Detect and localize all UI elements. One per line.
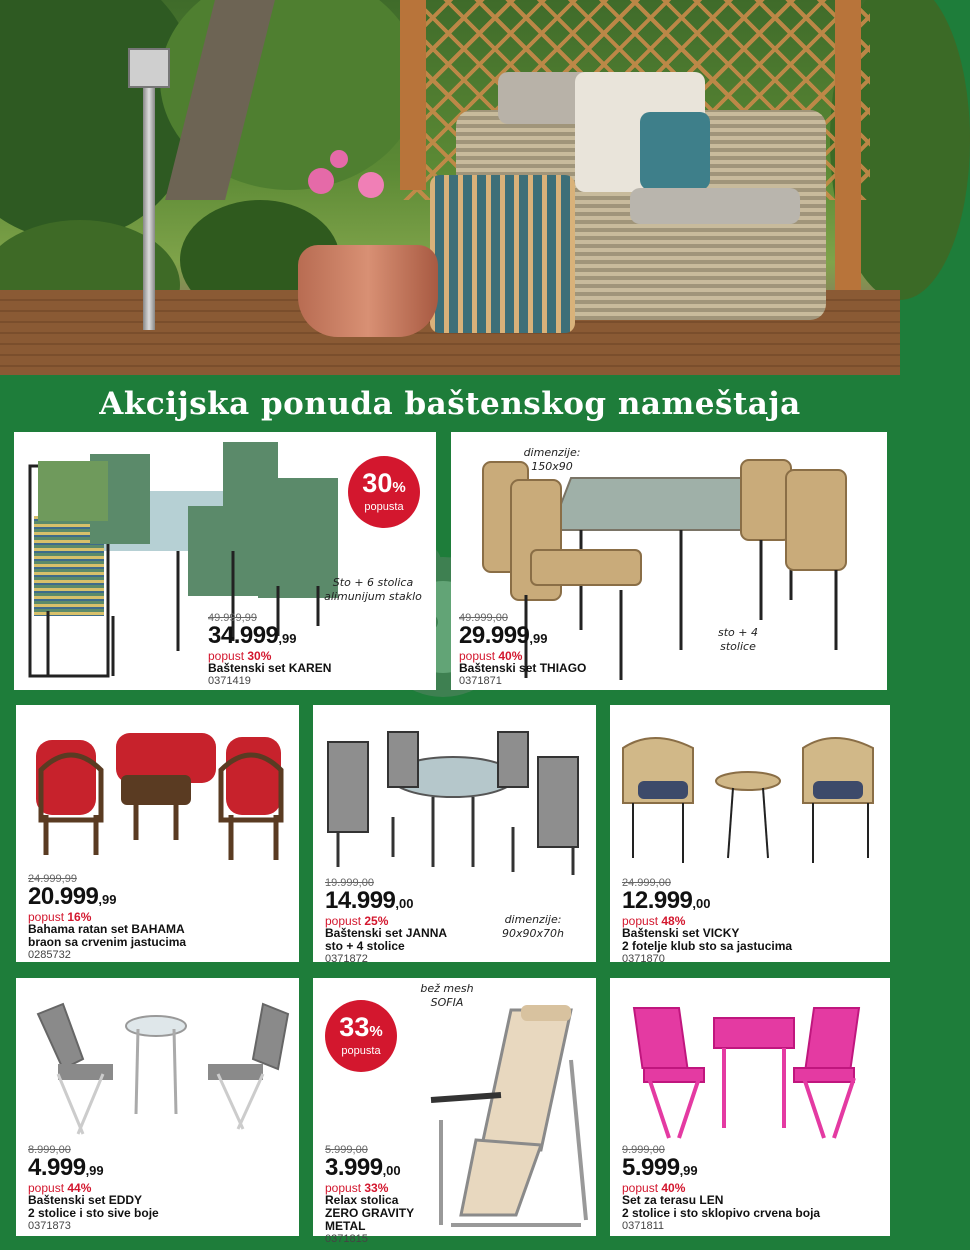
zero-gravity-lounger-image bbox=[421, 1000, 596, 1230]
product-code: 0371872 bbox=[325, 953, 368, 965]
product-card-eddy[interactable] bbox=[16, 978, 299, 1236]
hero-garden-photo bbox=[0, 0, 900, 375]
old-price: 19.999,00 bbox=[325, 877, 374, 889]
old-price: 9.999,00 bbox=[622, 1144, 665, 1156]
product-name: Baštenski set VICKY 2 fotelje klub sto sa jastucima bbox=[622, 926, 793, 953]
price-block bbox=[325, 877, 447, 965]
product-name: Baštenski set JANNA sto + 4 stolice bbox=[325, 926, 448, 953]
discount-text: popust 44% bbox=[28, 1181, 92, 1195]
product-card-thiago[interactable] bbox=[451, 432, 887, 690]
new-price: 29.999,99 bbox=[459, 622, 548, 649]
old-price: 49.999,99 bbox=[208, 612, 257, 624]
product-card-bahama[interactable] bbox=[16, 705, 299, 962]
grey-mesh-dining-set-image bbox=[323, 727, 588, 877]
discount-badge: 30% popusta bbox=[348, 456, 420, 528]
new-price: 3.999,00 bbox=[325, 1154, 401, 1181]
product-name: Baštenski set KAREN bbox=[208, 661, 332, 675]
new-price: 34.999,99 bbox=[208, 622, 297, 649]
discount-text: popust 48% bbox=[622, 914, 686, 928]
rattan-bistro-set-image bbox=[618, 733, 883, 873]
red-cushion-rattan-set-image bbox=[26, 715, 291, 865]
product-code: 0371811 bbox=[622, 1220, 665, 1232]
product-name: Bahama ratan set BAHAMA braon sa crvenim jastucima bbox=[28, 922, 187, 949]
product-code: 0371871 bbox=[459, 675, 502, 687]
folding-bistro-set-image bbox=[28, 1004, 293, 1139]
set-contents-note: sto + 4 stolice bbox=[718, 626, 758, 653]
price-block bbox=[325, 1144, 414, 1245]
price-block bbox=[622, 1144, 820, 1232]
discount-text: popust 25% bbox=[325, 914, 389, 928]
new-price: 14.999,00 bbox=[325, 887, 414, 914]
dimensions-note: dimenzije: 150x90 bbox=[523, 446, 581, 473]
product-code: 0285732 bbox=[28, 949, 71, 961]
product-code: 0371815 bbox=[325, 1233, 368, 1245]
discount-text: popust 40% bbox=[459, 649, 523, 663]
product-name: Set za terasu LEN 2 stolice i sto sklopivo crvena boja bbox=[622, 1193, 821, 1220]
price-block bbox=[622, 877, 792, 965]
product-note: Sto + 6 stolica alimunijum staklo bbox=[324, 576, 422, 603]
old-price: 24.999,99 bbox=[28, 873, 77, 885]
discount-text: popust 33% bbox=[325, 1181, 389, 1195]
product-code: 0371419 bbox=[208, 675, 251, 687]
new-price: 12.999,00 bbox=[622, 887, 711, 914]
product-code: 0371873 bbox=[28, 1220, 71, 1232]
promo-headline: Akcijska ponuda baštenskog nameštaja bbox=[99, 386, 801, 422]
new-price: 20.999,99 bbox=[28, 883, 117, 910]
old-price: 49.999,00 bbox=[459, 612, 508, 624]
old-price: 24.999,00 bbox=[622, 877, 671, 889]
discount-text: popust 30% bbox=[208, 649, 272, 663]
discount-text: popust 16% bbox=[28, 910, 92, 924]
product-name: Relax stolica ZERO GRAVITY METAL bbox=[325, 1193, 415, 1233]
price-block bbox=[459, 612, 586, 687]
product-card-janna[interactable] bbox=[313, 705, 596, 965]
product-card-vicky[interactable] bbox=[610, 705, 890, 965]
price-block bbox=[28, 873, 186, 961]
color-note: bež mesh SOFIA bbox=[420, 982, 474, 1009]
new-price: 5.999,99 bbox=[622, 1154, 698, 1181]
product-card-zero-gravity[interactable] bbox=[313, 978, 596, 1245]
product-card-len[interactable] bbox=[610, 978, 890, 1236]
new-price: 4.999,99 bbox=[28, 1154, 104, 1181]
product-card-karen[interactable] bbox=[14, 432, 436, 690]
old-price: 5.999,00 bbox=[325, 1144, 368, 1156]
product-name: Baštenski set EDDY 2 stolice i sto sive boje bbox=[28, 1193, 159, 1220]
price-block bbox=[208, 612, 331, 687]
product-code: 0371870 bbox=[622, 953, 665, 965]
discount-badge: 33% popusta bbox=[325, 1000, 397, 1072]
price-block bbox=[28, 1144, 159, 1232]
product-name: Baštenski set THIAGO bbox=[459, 661, 587, 675]
old-price: 8.999,00 bbox=[28, 1144, 71, 1156]
discount-text: popust 40% bbox=[622, 1181, 686, 1195]
dimensions-note: dimenzije: 90x90x70h bbox=[502, 913, 564, 940]
pink-folding-set-image bbox=[624, 1008, 879, 1143]
